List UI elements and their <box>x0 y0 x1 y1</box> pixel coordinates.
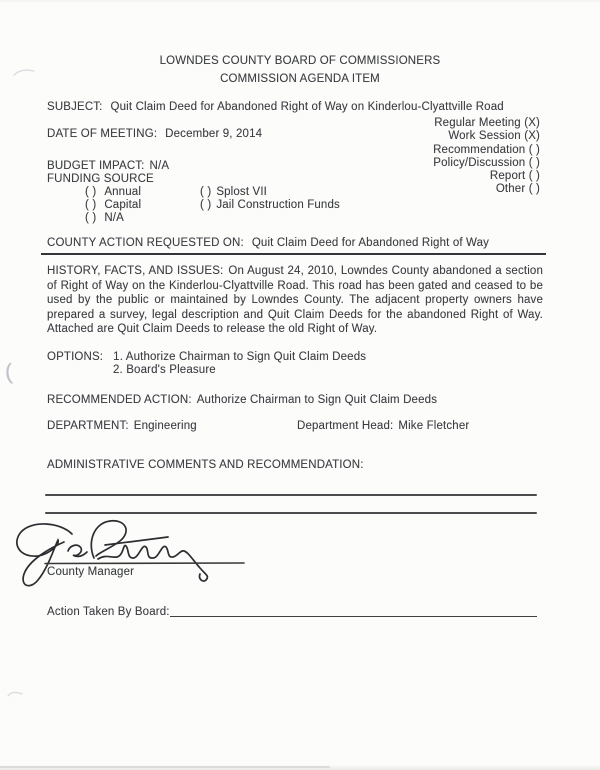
department-label: DEPARTMENT: <box>47 420 129 432</box>
date-of-meeting-value: December 9, 2014 <box>165 128 263 140</box>
comments-writing-line-1 <box>45 494 537 496</box>
comments-writing-line-2 <box>45 512 537 514</box>
scan-artifact-squiggle-bottom <box>6 688 24 698</box>
meeting-type-label: Regular Meeting <box>434 117 521 129</box>
scan-edge-bottom-line <box>0 766 330 768</box>
meeting-type-checkbox: (X) <box>524 130 540 143</box>
checkbox-glyph: ( ) <box>200 199 212 211</box>
recommended-action-label: RECOMMENDED ACTION: <box>47 394 192 406</box>
checkbox-glyph: ( ) <box>85 199 97 211</box>
action-taken-row <box>47 606 537 618</box>
signature-role: County Manager <box>47 566 135 578</box>
county-manager-signature <box>8 518 258 603</box>
meeting-type-checkbox: ( ) <box>528 183 540 196</box>
funding-option-na: ( ) N/A <box>85 212 124 224</box>
budget-impact-row <box>47 160 169 172</box>
budget-impact-label: BUDGET IMPACT: <box>47 160 145 172</box>
budget-impact-value: N/A <box>149 160 170 172</box>
scan-edge-top <box>0 0 600 3</box>
meeting-type-label: Report <box>489 170 526 183</box>
meeting-type-label: Policy/Discussion <box>433 156 526 169</box>
document-subtitle: COMMISSION AGENDA ITEM <box>220 73 380 85</box>
checkbox-glyph: ( ) <box>200 186 212 198</box>
meeting-type-item <box>433 170 540 183</box>
signature-stroke <box>68 545 87 556</box>
meeting-type-checkbox: ( ) <box>528 170 540 183</box>
checkbox-glyph: ( ) <box>85 212 97 224</box>
signature-stroke <box>105 537 168 545</box>
county-action-label: COUNTY ACTION REQUESTED ON: <box>47 237 244 249</box>
funding-source-label: FUNDING SOURCE <box>47 173 154 185</box>
meeting-type-label: Recommendation <box>433 143 526 156</box>
recommended-action-row <box>47 394 437 406</box>
recommended-action-value: Authorize Chairman to Sign Quit Claim Deeds <box>196 394 438 406</box>
department-head-value: Mike Fletcher <box>398 420 470 432</box>
meeting-type-item <box>433 183 540 196</box>
county-action-value: Quit Claim Deed for Abandoned Right of Way <box>251 237 490 249</box>
checkbox-glyph: ( ) <box>85 186 97 198</box>
meeting-type-item <box>433 157 540 170</box>
meeting-type-list <box>433 117 540 197</box>
subject-label: SUBJECT: <box>47 101 103 113</box>
history-text: On August 24, 2010, Lowndes County abandoned a section of Right of Way on the Kinderlou-Clyattville Road. This road has been gated and ceased to be used by the public or maintained by Lowndes County. The adjacent property owners have prepared a survey, legal description and Quit Claim Deeds for the abandoned Right of Way. Attached are Quit Claim Deeds to release the old Right of Way. <box>47 265 543 336</box>
document-title: LOWNDES COUNTY BOARD OF COMMISSIONERS <box>159 55 441 67</box>
action-taken-label: Action Taken By Board: <box>47 606 170 618</box>
meeting-type-item <box>433 144 540 157</box>
meeting-type-item <box>433 117 540 130</box>
subject-row <box>47 101 504 113</box>
department-head-row <box>297 420 469 432</box>
county-action-underline <box>41 253 546 255</box>
meeting-type-item <box>433 130 540 143</box>
meeting-type-label: Other <box>495 183 526 196</box>
date-of-meeting-row <box>47 128 262 140</box>
options-row <box>47 351 366 363</box>
history-paragraph <box>47 264 543 337</box>
funding-option-jail: ( ) Jail Construction Funds <box>200 199 340 211</box>
funding-option-splost: ( ) Splost VII <box>200 186 268 198</box>
meeting-type-checkbox: ( ) <box>528 143 540 156</box>
option-item-1: 1. Authorize Chairman to Sign Quit Claim Deeds <box>113 351 367 363</box>
date-of-meeting-label: DATE OF MEETING: <box>47 128 158 140</box>
county-action-row <box>47 237 489 249</box>
department-value: Engineering <box>133 420 197 432</box>
meeting-type-checkbox: (X) <box>524 117 540 129</box>
history-label: HISTORY, FACTS, AND ISSUES: <box>47 265 224 277</box>
funding-option-annual: ( ) Annual <box>85 186 142 198</box>
department-head-label: Department Head: <box>297 420 394 432</box>
options-label: OPTIONS: <box>47 351 104 363</box>
meeting-type-label: Work Session <box>448 130 521 143</box>
option-item-2: 2. Board's Pleasure <box>113 364 216 376</box>
subject-value: Quit Claim Deed for Abandoned Right of Way on Kinderlou-Clyattville Road <box>110 101 504 113</box>
signature-line <box>45 563 244 564</box>
funding-option-capital: ( ) Capital <box>85 199 142 211</box>
action-taken-blank-line <box>170 616 537 617</box>
administrative-comments-label: ADMINISTRATIVE COMMENTS AND RECOMMENDATION: <box>47 459 364 471</box>
scan-artifact-paren: ( <box>4 358 14 385</box>
department-row <box>47 420 197 432</box>
meeting-type-checkbox: ( ) <box>528 156 540 169</box>
